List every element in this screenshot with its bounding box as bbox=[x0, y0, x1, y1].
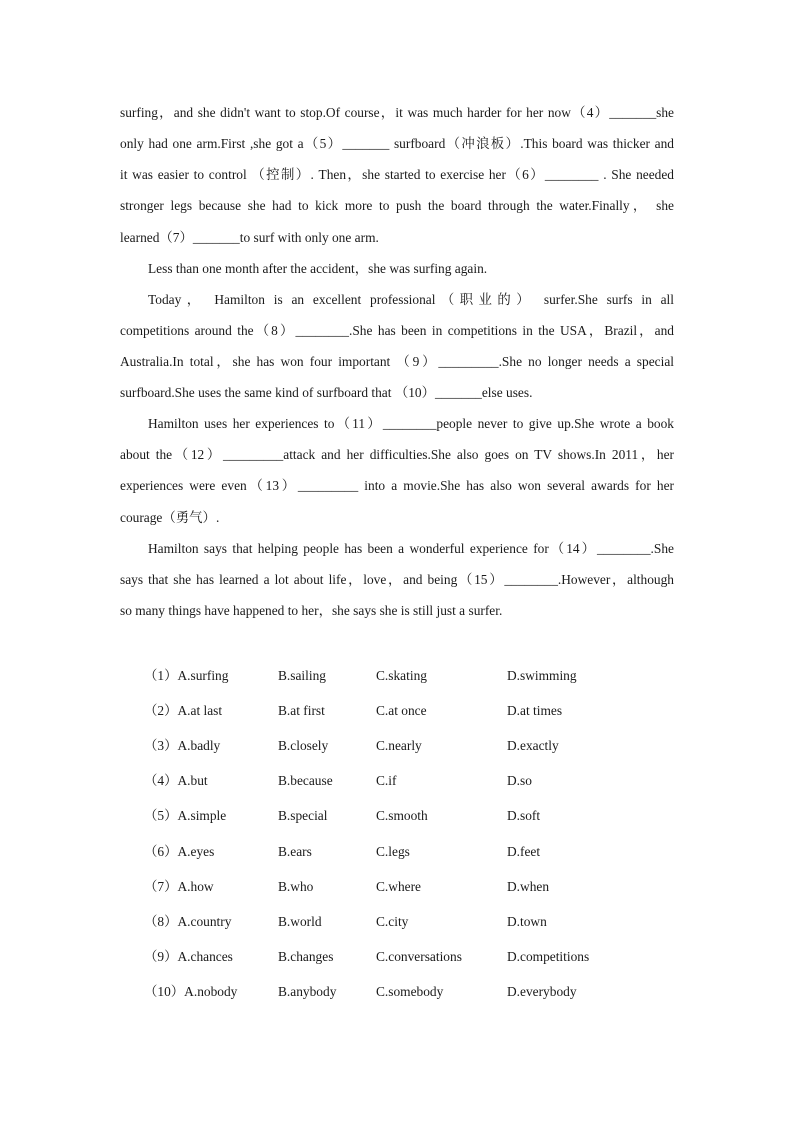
option-c: C.where bbox=[376, 879, 421, 894]
option-a: （9）A.chances bbox=[144, 949, 233, 964]
option-a: （8）A.country bbox=[144, 914, 232, 929]
option-c: C.if bbox=[376, 773, 397, 788]
passage-line: so many things have happened to her，she says she is still just a surfer. bbox=[120, 603, 503, 618]
passage-line: surfing，and she didn't want to stop.Of course，it was much harder for her now（4）_______she bbox=[120, 105, 674, 120]
option-d: D.soft bbox=[507, 808, 541, 823]
option-c: C.city bbox=[376, 914, 409, 929]
option-a: （5）A.simple bbox=[144, 808, 227, 823]
option-b: B.at first bbox=[278, 703, 325, 718]
option-b: B.ears bbox=[278, 844, 312, 859]
option-d: D.swimming bbox=[507, 668, 577, 683]
option-b: B.changes bbox=[278, 949, 334, 964]
option-a: （1）A.surfing bbox=[144, 668, 229, 683]
option-b: B.anybody bbox=[278, 984, 337, 999]
option-d: D.everybody bbox=[507, 984, 577, 999]
option-a: （10）A.nobody bbox=[144, 984, 238, 999]
option-c: C.nearly bbox=[376, 738, 422, 753]
option-b: B.closely bbox=[278, 738, 329, 753]
passage-line: says that she has learned a lot about life，love，and being（15）________.However，although bbox=[120, 572, 674, 587]
passage-line: courage（勇气）. bbox=[120, 510, 220, 525]
option-d: D.exactly bbox=[507, 738, 559, 753]
option-c: C.smooth bbox=[376, 808, 428, 823]
option-b: B.sailing bbox=[278, 668, 326, 683]
option-b: B.who bbox=[278, 879, 314, 894]
passage-line: Today， Hamilton is an excellent professional（职业的） surfer.She surfs in all bbox=[148, 292, 674, 307]
option-b: B.because bbox=[278, 773, 333, 788]
option-c: C.somebody bbox=[376, 984, 444, 999]
passage-line: Hamilton uses her experiences to（11）________people never to give up.She wrote a book bbox=[148, 416, 674, 431]
passage-line: Australia.In total，she has won four important （9）_________.She no longer needs a special bbox=[120, 354, 674, 369]
option-d: D.feet bbox=[507, 844, 541, 859]
option-c: C.conversations bbox=[376, 949, 462, 964]
passage-line: experiences were even（13）_________ into a movie.She has also won several awards for her bbox=[120, 478, 674, 493]
option-c: C.legs bbox=[376, 844, 410, 859]
option-d: D.town bbox=[507, 914, 547, 929]
option-b: B.world bbox=[278, 914, 322, 929]
option-a: （7）A.how bbox=[144, 879, 214, 894]
passage-line: it was easier to control （控制）. Then，she started to exercise her（6）________ . She needed bbox=[120, 167, 674, 182]
option-a: （6）A.eyes bbox=[144, 844, 215, 859]
option-c: C.skating bbox=[376, 668, 427, 683]
passage-line: competitions around the（8）________.She has been in competitions in the USA，Brazil，and bbox=[120, 323, 674, 338]
option-d: D.at times bbox=[507, 703, 563, 718]
passage-line: about the（12）_________attack and her difficulties.She also goes on TV shows.In 2011，her bbox=[120, 447, 674, 462]
passage-line: Less than one month after the accident，she was surfing again. bbox=[148, 261, 488, 276]
option-a: （3）A.badly bbox=[144, 738, 221, 753]
option-a: （2）A.at last bbox=[144, 703, 223, 718]
option-d: D.so bbox=[507, 773, 532, 788]
passage-line: Hamilton says that helping people has been a wonderful experience for（14）________.She bbox=[148, 541, 674, 556]
passage-line: only had one arm.First ,she got a（5）_______ surfboard（冲浪板）.This board was thicker and bbox=[120, 136, 674, 151]
option-d: D.competitions bbox=[507, 949, 590, 964]
option-a: （4）A.but bbox=[144, 773, 208, 788]
option-b: B.special bbox=[278, 808, 328, 823]
passage-line: learned（7）_______to surf with only one arm. bbox=[120, 230, 379, 245]
passage-line: stronger legs because she had to kick more to push the board through the water.Finally， she bbox=[120, 198, 674, 213]
option-c: C.at once bbox=[376, 703, 427, 718]
option-d: D.when bbox=[507, 879, 550, 894]
passage-line: surfboard.She uses the same kind of surfboard that （10）_______else uses. bbox=[120, 385, 533, 400]
